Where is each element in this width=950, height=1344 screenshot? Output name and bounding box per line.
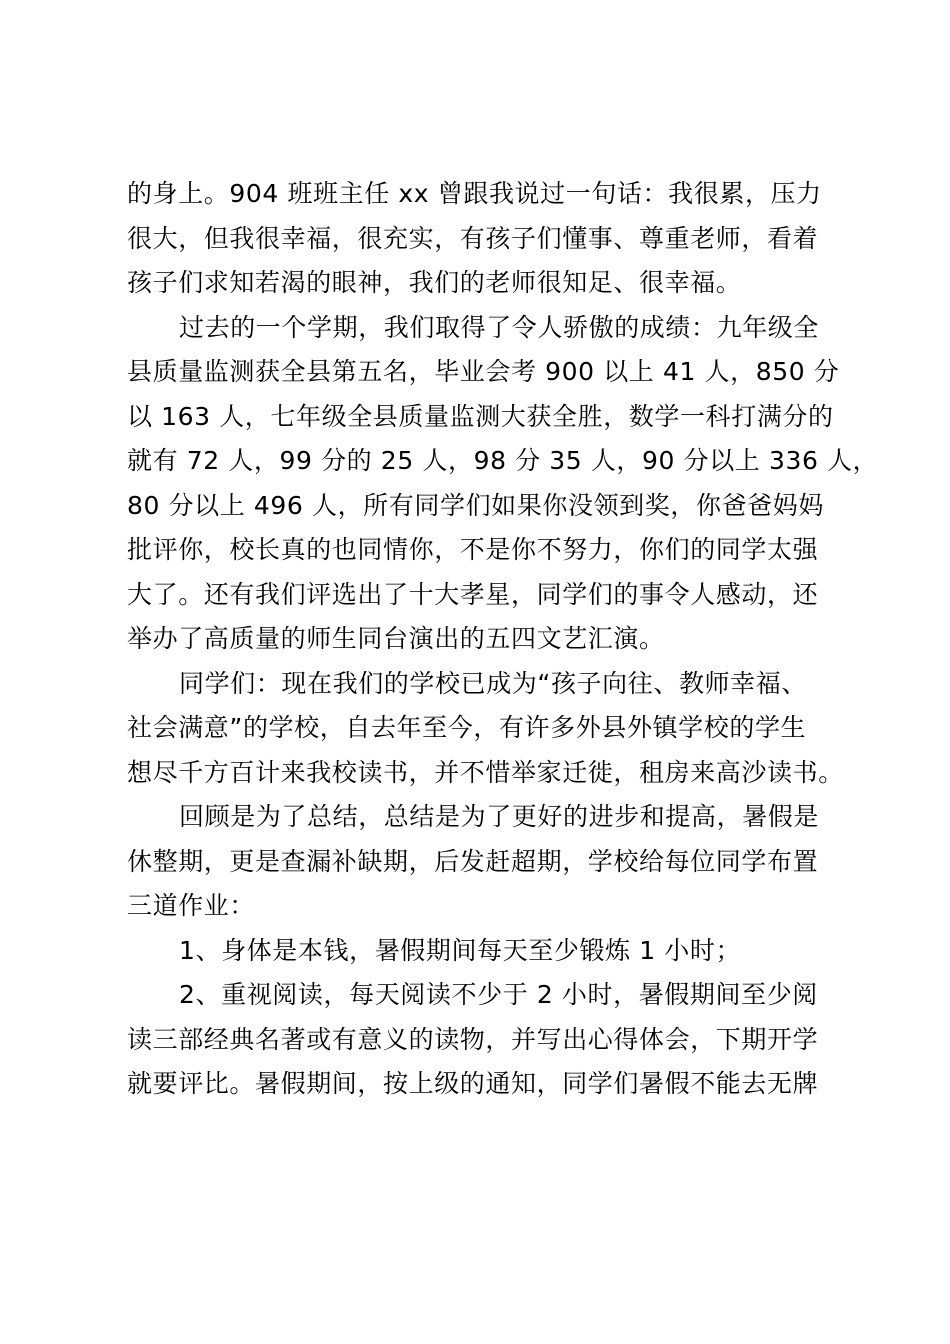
- text-line: 的身上。904 班班主任 xx 曾跟我说过一句话：我很累，压力: [127, 179, 822, 208]
- text-line: 孩子们求知若渴的眼神，我们的老师很知足、很幸福。: [127, 268, 742, 297]
- text-line: 想尽千方百计来我校读书，并不惜举家迁徙，租房来高沙读书。: [127, 757, 844, 787]
- text-line: 三道作业：: [127, 891, 256, 920]
- text-line: 很大，但我很幸福，很充实，有孩子们懂事、尊重老师，看着: [127, 223, 819, 253]
- text-line: 批评你，校长真的也同情你，不是你不努力，你们的同学太强: [127, 535, 819, 564]
- body-text: [127, 172, 879, 1107]
- text-line: 1、身体是本钱，暑假期间每天至少锻炼 1 小时；: [179, 935, 742, 965]
- text-line: 同学们：现在我们的学校已成为“孩子向往、教师幸福、: [179, 668, 807, 698]
- text-line: 就要评比。暑假期间，按上级的通知，同学们暑假不能去无牌: [127, 1069, 819, 1098]
- text-line: 80 分以上 496 人，所有同学们如果你没领到奖，你爸爸妈妈: [127, 490, 824, 520]
- text-line: 以 163 人，七年级全县质量监测大获全胜，数学一科打满分的: [127, 401, 834, 431]
- text-line: 社会满意”的学校，自去年至今，有许多外县外镇学校的学生: [127, 713, 807, 742]
- text-line: 读三部经典名著或有意义的读物，并写出心得体会，下期开学: [127, 1024, 819, 1054]
- text-line: 就有 72 人，99 分的 25 人，98 分 35 人，90 分以上 336 人，: [127, 446, 879, 475]
- text-line: 休整期，更是查漏补缺期，后发赶超期，学校给每位同学布置: [127, 846, 819, 876]
- text-line: 回顾是为了总结，总结是为了更好的进步和提高，暑假是: [179, 802, 820, 831]
- text-line: 大了。还有我们评选出了十大孝星，同学们的事令人感动，还: [127, 579, 819, 609]
- text-line: 举办了高质量的师生同台演出的五四文艺汇演。: [127, 624, 665, 653]
- text-line: 县质量监测获全县第五名，毕业会考 900 以上 41 人，850 分: [127, 357, 840, 386]
- text-line: 过去的一个学期，我们取得了令人骄傲的成绩：九年级全: [179, 312, 820, 342]
- text-line: 2、重视阅读，每天阅读不少于 2 小时，暑假期间至少阅: [179, 980, 818, 1009]
